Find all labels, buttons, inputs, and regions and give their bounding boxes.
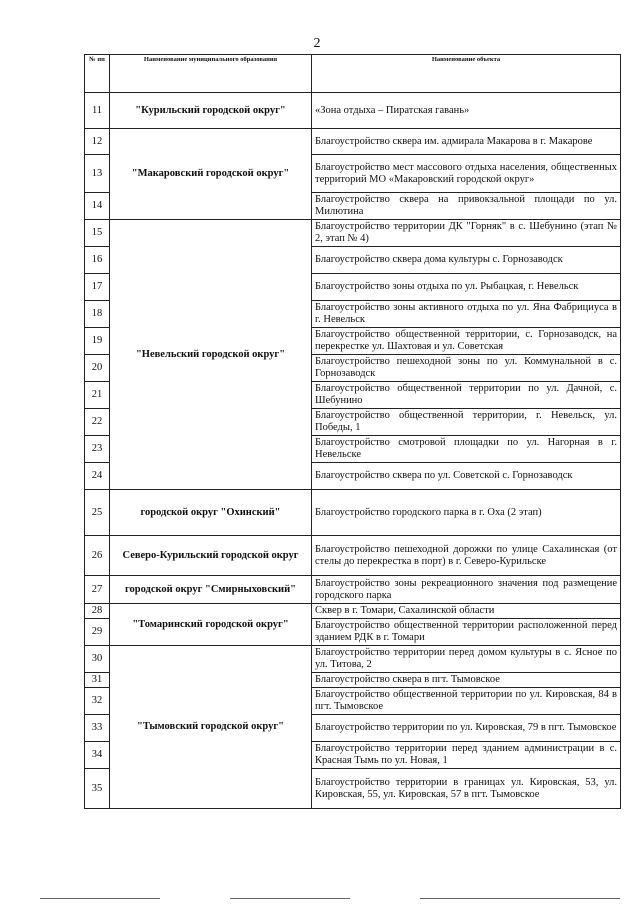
object-name: Благоустройство зоны отдыха по ул. Рыбацкая, г. Невельск xyxy=(312,274,621,301)
table-row xyxy=(85,536,621,576)
row-number: 29 xyxy=(85,619,110,646)
object-name: Благоустройство пешеходной дорожки по улице Сахалинская (от стелы до перекрестка в порт) в г. Северо-Курильске xyxy=(312,536,621,576)
row-number: 27 xyxy=(85,576,110,604)
object-name: Благоустройство общественной территории по ул. Кировская, 84 в пгт. Тымовское xyxy=(312,688,621,715)
object-name: Благоустройство общественной территории, с. Горнозаводск, на перекрестке ул. Шахтовая и ул. Советская xyxy=(312,328,621,355)
row-number: 31 xyxy=(85,673,110,688)
row-number: 28 xyxy=(85,604,110,619)
object-name: Благоустройство городского парка в г. Оха (2 этап) xyxy=(312,490,621,536)
row-number: 35 xyxy=(85,769,110,809)
object-name: Благоустройство общественной территории по ул. Дачной, с. Шебунино xyxy=(312,382,621,409)
object-name: Благоустройство зоны активного отдыха по ул. Яна Фабрициуса в г. Невельск xyxy=(312,301,621,328)
object-name: Благоустройство сквера на привокзальной площади по ул. Милютина xyxy=(312,193,621,220)
page-number: 2 xyxy=(313,36,321,51)
municipality-name: Северо-Курильский городской округ xyxy=(110,536,312,576)
object-name: Благоустройство территории перед домом культуры в с. Ясное по ул. Титова, 2 xyxy=(312,646,621,673)
row-number: 20 xyxy=(85,355,110,382)
table-row xyxy=(85,646,621,673)
object-name: Благоустройство сквера им. адмирала Макарова в г. Макарове xyxy=(312,129,621,155)
object-name: Благоустройство пешеходной зоны по ул. Коммунальной в с. Горнозаводск xyxy=(312,355,621,382)
row-number: 33 xyxy=(85,715,110,742)
row-number: 14 xyxy=(85,193,110,220)
municipality-name: "Томаринский городской округ" xyxy=(110,604,312,646)
row-number: 21 xyxy=(85,382,110,409)
table-row xyxy=(85,490,621,536)
header-num: № пп xyxy=(85,55,110,93)
municipality-name: "Курильский городской округ" xyxy=(110,93,312,129)
row-number: 15 xyxy=(85,220,110,247)
municipality-name: "Тымовский городской округ" xyxy=(110,646,312,809)
row-number: 17 xyxy=(85,274,110,301)
object-name: Благоустройство общественной территории расположенной перед зданием РДК в г. Томари xyxy=(312,619,621,646)
row-number: 22 xyxy=(85,409,110,436)
object-name: Благоустройство сквера по ул. Советской с. Горнозаводск xyxy=(312,463,621,490)
municipality-name: "Невельский городской округ" xyxy=(110,220,312,490)
table-row xyxy=(85,220,621,247)
object-name: Благоустройство сквера в пгт. Тымовское xyxy=(312,673,621,688)
object-name: Благоустройство сквера дома культуры с. Горнозаводск xyxy=(312,247,621,274)
object-name: Благоустройство территории по ул. Кировская, 79 в пгт. Тымовское xyxy=(312,715,621,742)
object-name: Благоустройство смотровой площадки по ул. Нагорная в г. Невельске xyxy=(312,436,621,463)
object-name: Благоустройство территории перед зданием администрации в с. Красная Тымь по ул. Новая, 1 xyxy=(312,742,621,769)
row-number: 34 xyxy=(85,742,110,769)
row-number: 19 xyxy=(85,328,110,355)
row-number: 32 xyxy=(85,688,110,715)
object-name: Благоустройство мест массового отдыха населения, общественных территорий МО «Макаровский городской округ» xyxy=(312,155,621,193)
table-header-row xyxy=(85,55,621,93)
table-row xyxy=(85,604,621,619)
row-number: 18 xyxy=(85,301,110,328)
row-number: 25 xyxy=(85,490,110,536)
row-number: 11 xyxy=(85,93,110,129)
row-number: 26 xyxy=(85,536,110,576)
municipality-name: городской округ "Смирныховский" xyxy=(110,576,312,604)
object-name: Благоустройство территории ДК "Горняк" в с. Шебунино (этап № 2, этап № 4) xyxy=(312,220,621,247)
object-name: «Зона отдыха – Пиратская гавань» xyxy=(312,93,621,129)
row-number: 24 xyxy=(85,463,110,490)
object-name: Благоустройство общественной территории, г. Невельск, ул. Победы, 1 xyxy=(312,409,621,436)
footer-rule-left xyxy=(40,898,160,899)
row-number: 13 xyxy=(85,155,110,193)
row-number: 16 xyxy=(85,247,110,274)
table-row xyxy=(85,93,621,129)
footer-rule-center xyxy=(230,898,350,899)
header-object: Наименование объекта xyxy=(312,55,621,93)
object-name: Сквер в г. Томари, Сахалинской области xyxy=(312,604,621,619)
row-number: 30 xyxy=(85,646,110,673)
header-municipality: Наименование муниципального образования xyxy=(110,55,312,93)
table-row xyxy=(85,576,621,604)
row-number: 12 xyxy=(85,129,110,155)
object-name: Благоустройство зоны рекреационного значения под размещение городского парка xyxy=(312,576,621,604)
municipality-name: городской округ "Охинский" xyxy=(110,490,312,536)
object-name: Благоустройство территории в границах ул. Кировская, 53, ул. Кировская, 55, ул. Кировская, 57 в пгт. Тымовское xyxy=(312,769,621,809)
municipality-name: "Макаровский городской округ" xyxy=(110,129,312,220)
footer-rule-right xyxy=(420,898,620,899)
objects-table xyxy=(84,54,621,809)
row-number: 23 xyxy=(85,436,110,463)
table-row xyxy=(85,129,621,155)
